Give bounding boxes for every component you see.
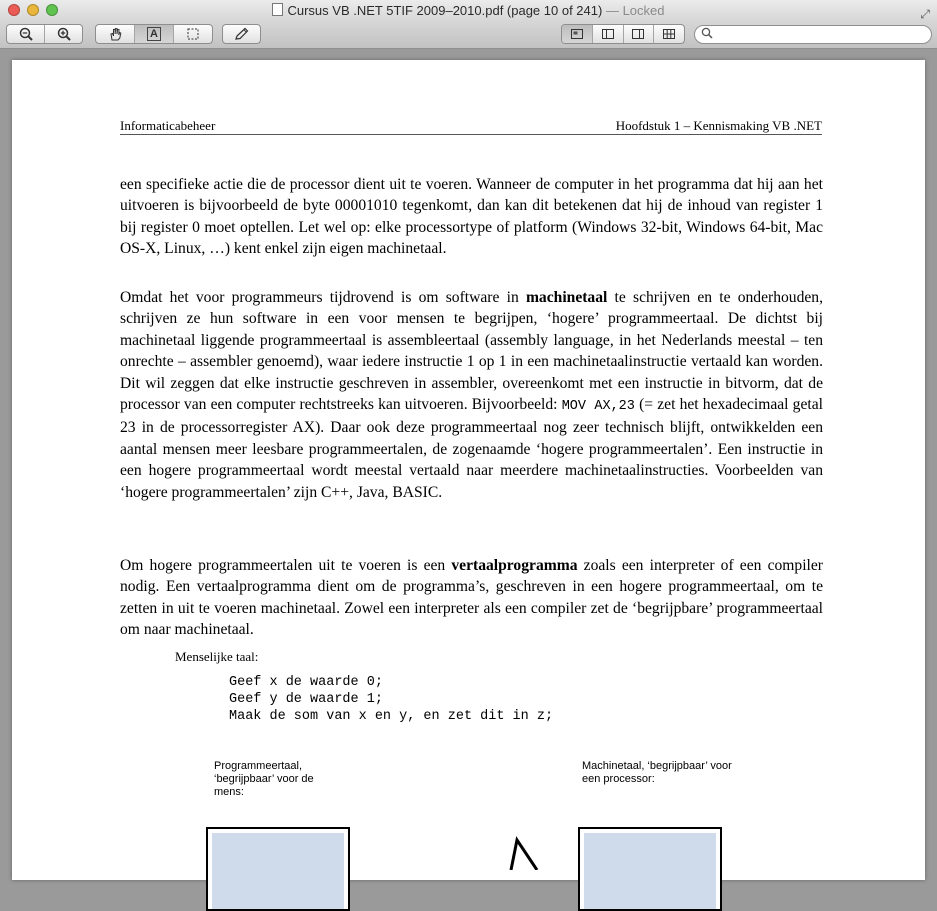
hand-icon <box>108 27 122 41</box>
page-header <box>120 118 822 135</box>
paragraph-2-part-a: Omdat het voor programmeurs tijdrovend is om software in <box>120 289 526 306</box>
rectangle-select-icon <box>186 27 200 41</box>
minimize-window-button[interactable] <box>27 4 39 16</box>
example-label: Menselijke taal: <box>175 649 259 664</box>
contact-sheet-view-button[interactable] <box>654 25 684 43</box>
single-page-icon <box>570 28 584 40</box>
locked-status: — Locked <box>605 3 665 18</box>
two-page-view-button[interactable] <box>624 25 655 43</box>
header-right: Hoofdstuk 1 – Kennismaking VB .NET <box>615 118 822 133</box>
close-window-button[interactable] <box>8 4 20 16</box>
paragraph-2-part-c: (= zet het hexadecimaal getal 23 in de processorregister AX). Daar ook deze programmeertaal nog zeer technisch blijft, ontwikkelden een aantal mensen meer leesbare programmeertalen, de zogenaamde ‘hogere programmeertalen’. Een instructie in een hogere programmeertaal wordt meestal vertaald naar meerdere machinetaalinstructies. Voorbeelden van ‘hogere programmeertalen’ zijn C++, Java, BASIC. <box>120 396 823 501</box>
arrow-shape <box>509 830 539 870</box>
annotate-control <box>222 24 261 44</box>
view-mode-control <box>561 24 685 44</box>
zoom-in-button[interactable] <box>45 25 82 43</box>
paragraph-3-part-a: Om hogere programmeertalen uit te voeren is een <box>120 557 452 574</box>
zoom-control <box>6 24 83 44</box>
header-left: Informaticabeheer <box>120 118 216 133</box>
sidebar-view-button[interactable] <box>593 25 624 43</box>
paragraph-2-code: MOV AX,23 <box>561 399 635 415</box>
window-title: Cursus VB .NET 5TIF 2009–2010.pdf (page 10 of 241) <box>287 3 603 18</box>
pdf-page[interactable] <box>12 60 925 880</box>
pdf-document-icon <box>272 3 283 16</box>
paragraph-2-part-b: te schrijven en te onderhouden, schrijven ze hun software in een voor mensen te begrijpen, ‘hogere’ programmeertaal. De dichtst bij machinetaal liggende programmeertaal is assembleertaal (assembly language, in het Nederlands meestal – ten onrechte – assembler genoemd), waar iedere instructie 1 op 1 in een machinetaalinstructie vertaald kan worden. Dit wil zeggen dat elke instructie geschreven in assembler, overeenkomt met een instructie in bitvorm, dat de processor van een computer rechtstreeks kan uitvoeren. Bijvoorbeeld: <box>120 289 824 414</box>
zoom-out-button[interactable] <box>7 25 45 43</box>
code-line: Maak de som van x en y, en zet dit in z; <box>229 709 554 724</box>
text-tool-button[interactable] <box>135 25 174 43</box>
figure-left-screenshot <box>206 827 350 911</box>
paragraph-2 <box>120 287 823 503</box>
search-icon <box>701 27 713 42</box>
code-line: Geef y de waarde 1; <box>229 692 383 707</box>
code-example <box>229 674 553 725</box>
pencil-icon <box>234 27 250 41</box>
paragraph-3-bold: vertaalprogramma <box>451 557 578 574</box>
two-page-icon <box>631 28 645 40</box>
figure-right-label: Machinetaal, ‘begrijpbaar’ voor een processor: <box>582 760 732 785</box>
sidebar-left-icon <box>601 28 615 40</box>
grid-icon <box>662 28 676 40</box>
select-tool-button[interactable] <box>174 25 212 43</box>
paragraph-2-bold: machinetaal <box>525 289 608 306</box>
paragraph-3-part-b: zoals een interpreter of een compiler nodig. Een vertaalprogramma dient om de programma’s, geschreven in een hogere programmeertaal, om te zetten in uit te voeren machinetaal. Zowel een interpreter als een compiler zet de ‘begrijpbare’ programmeertaal om naar machinetaal. <box>120 557 823 639</box>
hand-tool-button[interactable] <box>96 25 135 43</box>
zoom-window-button[interactable] <box>46 4 58 16</box>
text-tool-label: A <box>147 27 161 41</box>
fullscreen-icon[interactable]: ⤢ <box>920 7 930 21</box>
figure-left-label: Programmeertaal, ‘begrijpbaar’ voor de mens: <box>214 760 314 798</box>
tool-mode-control <box>95 24 213 44</box>
magnifier-minus-icon <box>19 27 33 41</box>
toolbar <box>0 22 937 49</box>
annotate-button[interactable] <box>223 25 260 43</box>
magnifier-plus-icon <box>57 27 71 41</box>
code-line: Geef x de waarde 0; <box>229 675 383 690</box>
single-page-view-button[interactable] <box>562 25 593 43</box>
search-input[interactable] <box>715 27 929 43</box>
paragraph-1: een specifieke actie die de processor dient uit te voeren. Wanneer de computer in het programma dat hij aan het uitvoeren is bijvoorbeeld de byte 00001010 tegenkomt, dan kan dit betekenen dat hij de inhoud van register 1 bij register 0 moet optellen. Let wel op: elke processortype of platform (Windows 32-bit, Windows 64-bit, Mac OS-X, Linux, …) kent enkel zijn eigen machinetaal. <box>120 176 823 258</box>
figure-right-screenshot <box>578 827 722 911</box>
search-field[interactable] <box>694 25 932 44</box>
title-bar <box>0 0 937 22</box>
paragraph-3 <box>120 555 823 641</box>
